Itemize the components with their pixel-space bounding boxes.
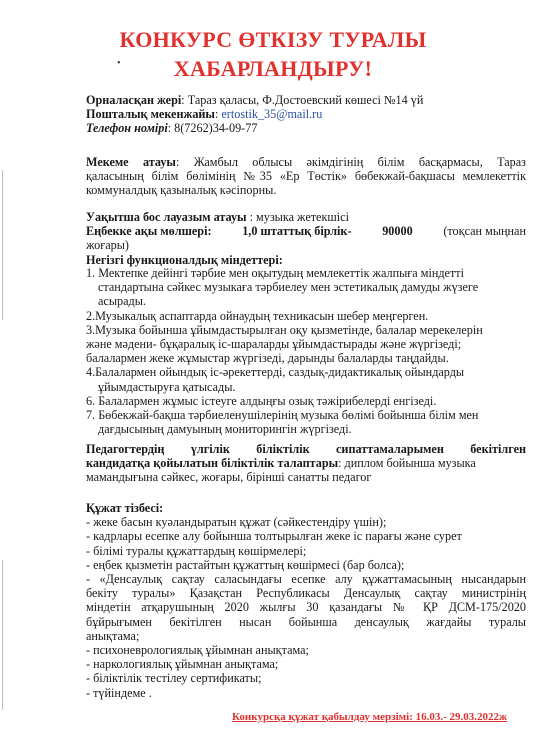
document-item: - біліктілік тестілеу сертификаты; bbox=[86, 671, 262, 686]
phone-value: : 8(7262)34-09-77 bbox=[167, 121, 258, 135]
phone-label: Телефон номірі bbox=[86, 121, 168, 135]
duty-line: ұйымдастыруға қатысады. bbox=[98, 379, 236, 394]
duty-line: дағдысының дамуының мониторингін жүргізеді. bbox=[98, 422, 352, 437]
document-item: - кадрлары есепке алу бойынша толтырылған жеке іс парағы және сурет bbox=[86, 529, 462, 544]
document-item: - білімі туралы құжаттардың көшірмелері; bbox=[86, 543, 307, 558]
duties-list bbox=[86, 266, 526, 436]
email-link[interactable]: ertostik_35@mail.ru bbox=[221, 107, 323, 121]
salary-row: Еңбекке ақы мөлшері: 1,0 штаттық бірлік- 90000 (тоқсан мыңнан bbox=[86, 224, 526, 239]
vacancy-block: Уақытша бос лауазым атауы : музыка жетекшісі Еңбекке ақы мөлшері: 1,0 штаттық бірлік- 90000 (тоқсан мыңнан жоғары) Негізгі функционалдық міндеттері: bbox=[86, 210, 526, 267]
duty-line: 2.Музыкалық аспаптарда ойнаудың техникасын шебер меңгерген. bbox=[86, 308, 429, 323]
duty-line: 1. Мектепке дейінгі тәрбие мен оқытудың мемлекеттік жалпыға міндетті bbox=[86, 266, 465, 280]
document-item: - еңбек қызметін растайтын құжаттың көшірмесі (бар болса); bbox=[86, 557, 405, 572]
address-value: : Тараз қаласы, Ф.Достоевский көшесі №14 үй bbox=[181, 93, 424, 107]
address-label: Орналасқан жері bbox=[86, 93, 182, 107]
address-row bbox=[86, 93, 423, 107]
scan-edge-line bbox=[2, 170, 3, 320]
document-item: - наркологиялық ұйымнан анықтама; bbox=[86, 657, 279, 672]
scan-edge-line bbox=[2, 560, 3, 710]
document-item: міндетін атқарушының 2020 жылғы 30 қазандағы № ҚР ДСМ-175/2020 bbox=[86, 600, 526, 615]
document-item: - түйіндеме . bbox=[86, 685, 152, 700]
duty-line: 7. Бөбекжай-бақша тәрбиеленушілерінің музыка бөлімі бойынша білім мен bbox=[86, 408, 479, 423]
institution-label: Мекеме атауы bbox=[86, 155, 176, 169]
duty-line: стандартына сәйкес музыкаға тәрбиелеу мен эстетикалық дамуды жүзеге bbox=[98, 280, 479, 295]
deadline-footer: Конкурсқа құжат қабылдау мерзімі: 16.03.- 29.03.2022ж bbox=[232, 711, 508, 723]
institution-block: Мекеме атауы: Жамбыл облысы әкімдігінің білім басқармасы, Тараз қаласының білім бөлімінің №35 «Ер Төстік» бөбекжай-бақшасы мемлекеттік коммуналдық қазыналық кәсіпорны. bbox=[86, 155, 526, 198]
document-item: бекіту туралы» Қазақстан Республикасы Денсаулық сақтау министрінің bbox=[86, 586, 526, 601]
document-item: - жеке басын куәландыратын құжат (сәйкестендіру үшін); bbox=[86, 515, 387, 530]
requirements-block: Педагогтердің үлгілік біліктілік сипаттамаларымен бекітілген кандидатқа қойылатын біліктілік талаптары: диплом бойынша музыка мамандығына сәйкес, жоғары, бірінші санатты педагог bbox=[86, 442, 526, 485]
vacancy-value: : музыка жетекшісі bbox=[246, 210, 349, 224]
document-item: - психоневрологиялық ұйымнан анықтама; bbox=[86, 643, 309, 658]
phone-row bbox=[86, 121, 257, 135]
duty-line: асырады. bbox=[98, 294, 146, 309]
title-line-2: ХАБАРЛАНДЫРУ! bbox=[173, 56, 373, 81]
email-label: Пошталық мекенжайы bbox=[86, 107, 215, 121]
duties-heading: Негізгі функционалдық міндеттері: bbox=[86, 252, 283, 267]
requirements-label-1: Педагогтердің үлгілік біліктілік сипаттамаларымен бекітілген bbox=[86, 442, 526, 456]
documents-block bbox=[86, 501, 526, 700]
duty-line: 4.Балалармен ойындық іс-әрекеттерді, саздық-дидактикалық ойындарды bbox=[86, 365, 465, 380]
duty-line: және мәдени- бұқаралық іс-шараларды ұйымдастырады және жүргізеді; bbox=[86, 337, 462, 352]
vacancy-label: Уақытша бос лауазым атауы bbox=[86, 210, 247, 224]
document-item: бұйрығымен бекітілген нысан бойынша денсаулық жағдайы туралы bbox=[86, 614, 526, 629]
title-line-1: КОНКУРС ӨТКІЗУ ТУРАЛЫ bbox=[119, 27, 427, 52]
duty-line: балалармен жеке жұмыстар жүргізеді, дарынды балаларды таңдайды. bbox=[86, 351, 449, 366]
duty-line: 6. Балалармен жұмыс істеуге алдыңғы озық тәжірибелерді енгізеді. bbox=[86, 393, 437, 408]
scan-speck: • bbox=[117, 58, 121, 69]
requirements-label-2: кандидатқа қойылатын біліктілік талаптары bbox=[86, 456, 339, 471]
document-item: - «Денсаулық сақтау саласындағы есепке алу құжаттамасының нысандарын bbox=[86, 572, 526, 587]
duty-line: 3.Музыка бойынша ұйымдастырылған оқу қызметінде, балалар мерекелерін bbox=[86, 322, 483, 337]
documents-heading: Құжат тізбесі: bbox=[86, 501, 164, 515]
document-item: анықтама; bbox=[86, 628, 140, 643]
email-row: Пошталық мекенжайы: ertostik_35@mail.ru bbox=[86, 107, 323, 121]
